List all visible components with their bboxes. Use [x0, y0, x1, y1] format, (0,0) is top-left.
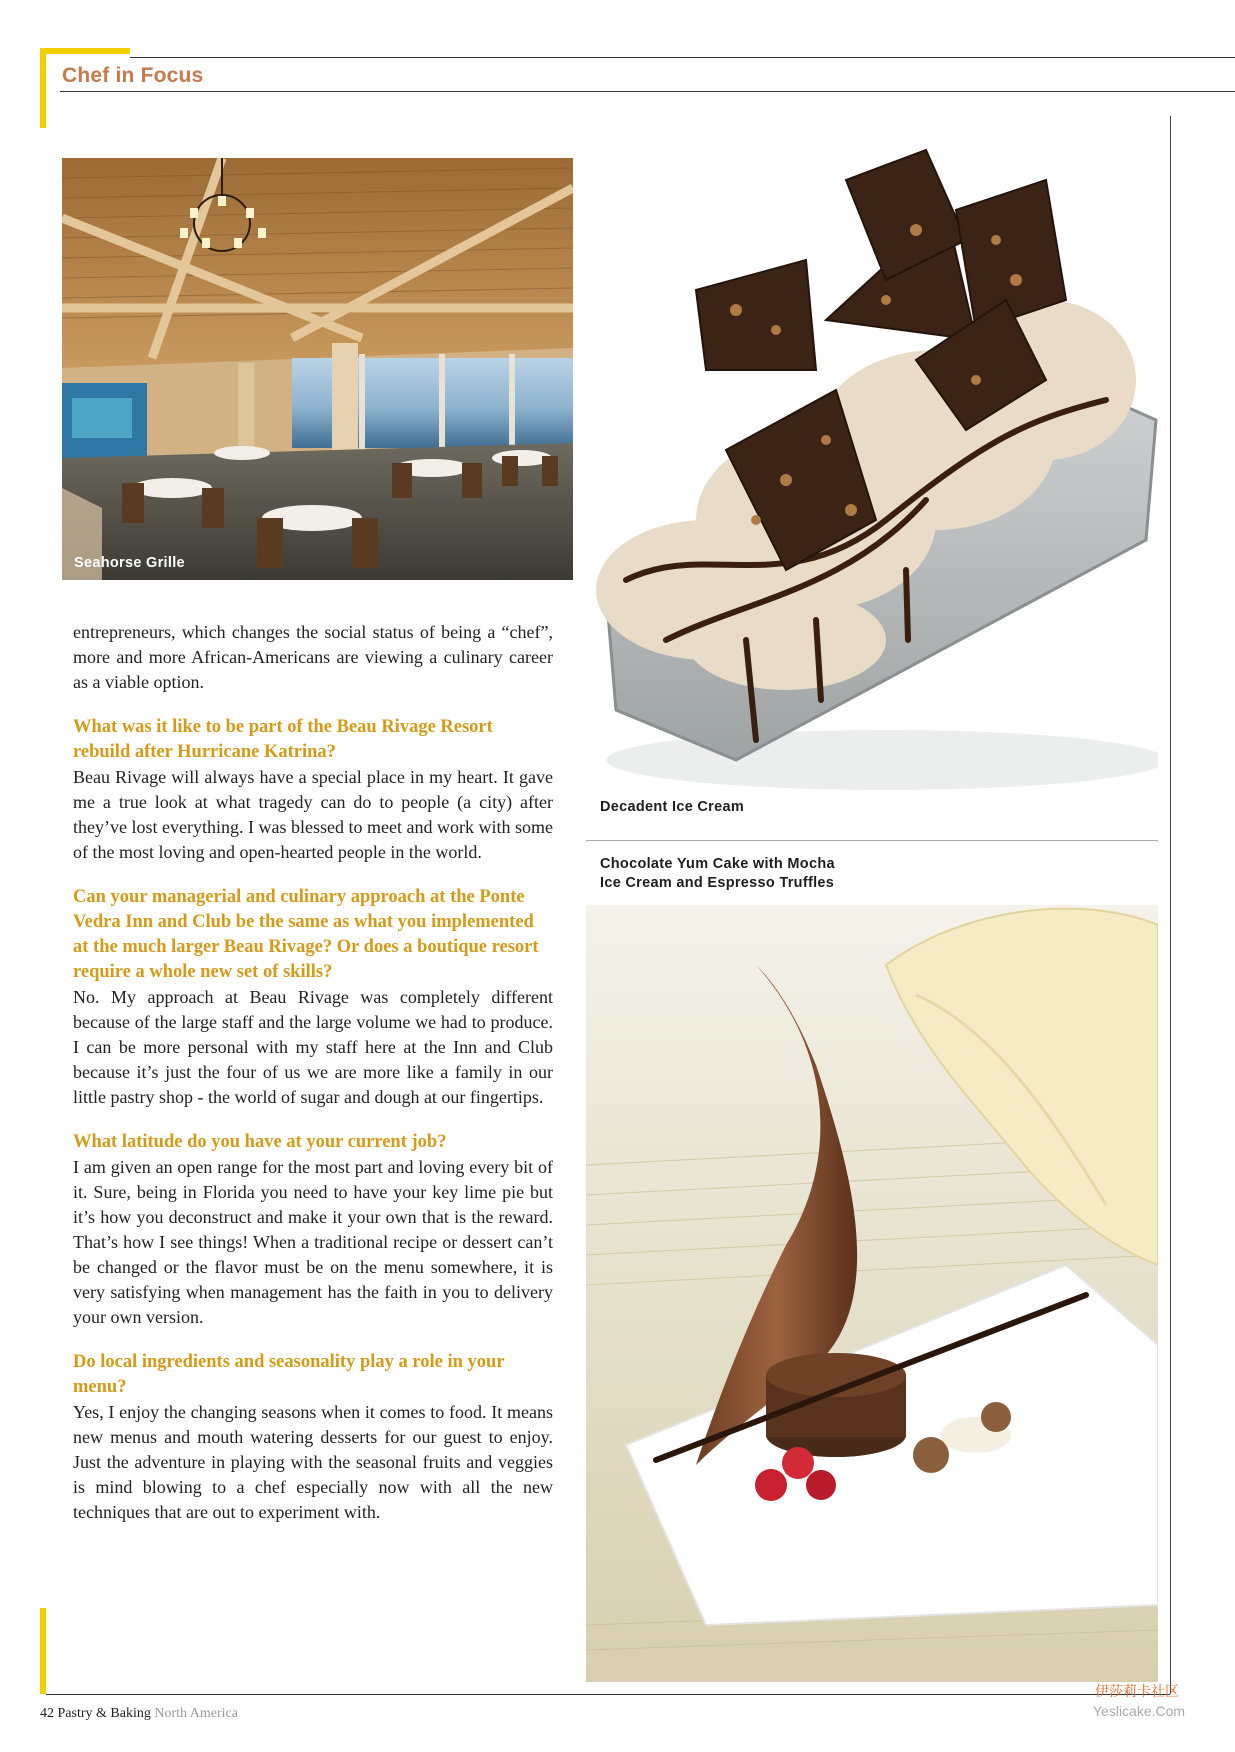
photo-decadent-ice-cream [586, 120, 1158, 825]
header-accent-horizontal [40, 48, 130, 54]
header-accent-vertical [40, 48, 46, 128]
caption-line: Chocolate Yum Cake with Mocha [600, 856, 835, 872]
question-heading: What was it like to be part of the Beau Rivage Resort rebuild after Hurricane Katrina? [73, 717, 493, 762]
watermark-chinese: 伊莎莉卡社区 [1095, 1684, 1179, 1700]
section-title: Chef in Focus [62, 64, 204, 87]
question-heading: Can your managerial and culinary approach at the Ponte Vedra Inn and Club be the same as what you implemented at the much larger Beau Rivage? Or does a boutique resort require a whole new set of skills? [73, 887, 539, 982]
answer-paragraph: Yes, I enjoy the changing seasons when it comes to food. It means new menus and mouth watering desserts for our guest to enjoy. Just the adventure in playing with the seasonal fruits and veggies is mind blowing to a chef especially now with all the new techniques that are out to experiment with. [73, 1402, 553, 1522]
column-rule [1170, 116, 1171, 1694]
footer-accent-vertical [40, 1608, 46, 1694]
chocolate-cake-dessert-image [586, 905, 1158, 1682]
caption-line: Ice Cream and Espresso Truffles [600, 875, 835, 891]
header-rule-bottom [60, 91, 1235, 92]
answer-paragraph: No. My approach at Beau Rivage was completely different because of the large staff and the large volume we had to produce. I can be more personal with my staff here at the Inn and Club because it’s just the four of us we are more like a family in our little pastry shop - the world of sugar and dough at our fingertips. [73, 987, 553, 1107]
article-lead-paragraph: entrepreneurs, which changes the social status of being a “chef”, more and more African-Americans are viewing a culinary career as a viable option. [73, 622, 553, 692]
photo-separator [586, 840, 1158, 841]
question-heading: What latitude do you have at your current job? [73, 1132, 447, 1152]
caption-chocolate-yum-cake [600, 855, 835, 893]
ice-cream-dessert-image [586, 120, 1158, 825]
answer-paragraph: Beau Rivage will always have a special place in my heart. It gave me a true look at what tragedy can do to people (a city) after they’ve lost everything. I was blessed to meet and work with some of the most loving and open-hearted people in the world. [73, 767, 553, 862]
photo-chocolate-yum-cake [586, 905, 1158, 1682]
caption-decadent-ice-cream: Decadent Ice Cream [600, 799, 745, 815]
footer-rule [46, 1694, 1170, 1695]
publication-name: Pastry & Baking [57, 1706, 151, 1721]
page-number: 42 [40, 1706, 54, 1721]
watermark-site: Yeslicake.Com [1093, 1703, 1186, 1719]
restaurant-interior-image [62, 158, 573, 580]
caption-seahorse-grille: Seahorse Grille [74, 555, 185, 571]
publication-region: North America [154, 1706, 238, 1721]
folio [40, 1706, 238, 1722]
header-rule-top [130, 57, 1235, 58]
question-heading: Do local ingredients and seasonality play a role in your menu? [73, 1352, 505, 1397]
answer-paragraph: I am given an open range for the most part and loving every bit of it. Sure, being in Florida you need to have your key lime pie but it’s how you deconstruct and make it your own that is the reward. That’s how I see things! When a traditional recipe or dessert can’t be changed or the flavor must be on the menu somewhere, it is very satisfying when management has the faith in you to delivery your own version. [73, 1157, 553, 1327]
article-column [73, 620, 553, 1525]
photo-seahorse-grille [62, 158, 573, 580]
